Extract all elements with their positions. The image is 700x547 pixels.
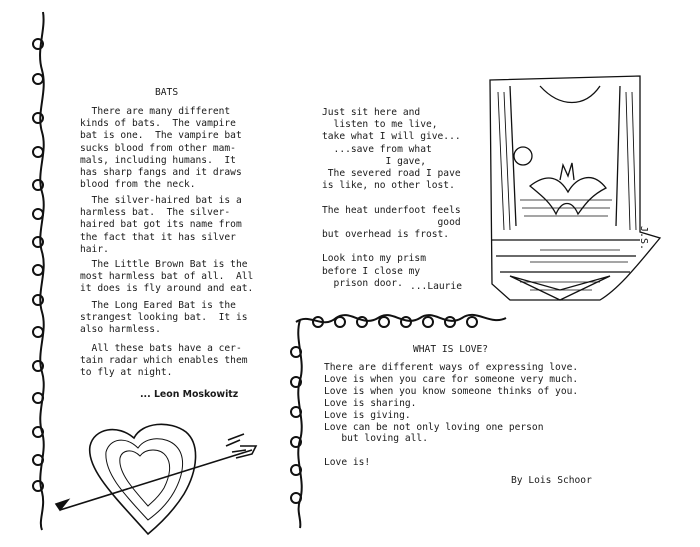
illustration-initials: J.S. bbox=[638, 226, 649, 251]
love-author: By Lois Schoor bbox=[511, 475, 592, 486]
love-text: There are different ways of expressing love. Love is when you care for someone very much. Love is when you know someone thinks of you. Love is sharing. Love is giving. Love can be not only loving one person but loving all. Love is! bbox=[324, 362, 579, 469]
bats-paragraph-2: The silver-haired bat is a harmless bat. The silver- haired bat got its name from the fact that it has silver hair. bbox=[80, 195, 242, 255]
bats-paragraph-1: There are many different kinds of bats. The vampire bat is one. The vampire bat sucks blood from other mam- mals, including humans. It has sharp fangs and it draws blood from the neck. bbox=[80, 106, 242, 191]
poem-text: Just sit here and listen to me live, take what I will give... ...save from what I gave, The severed road I pave is like, no other lost. The heat underfoot feels good but overhead is frost. Look into my prism before I close my prison door. bbox=[322, 107, 461, 289]
bats-paragraph-4: The Long Eared Bat is the strangest looking bat. It is also harmless. bbox=[80, 300, 248, 336]
bats-author: ... Leon Moskowitz bbox=[140, 389, 239, 400]
love-title: WHAT IS LOVE? bbox=[413, 344, 489, 355]
bats-paragraph-5: All these bats have a cer- tain radar which enables them to fly at night. bbox=[80, 343, 248, 379]
bats-title: BATS bbox=[155, 87, 179, 98]
poem-author: ...Laurie bbox=[410, 281, 462, 292]
bats-paragraph-3: The Little Brown Bat is the most harmless bat of all. All it does is fly around and eat. bbox=[80, 259, 254, 295]
